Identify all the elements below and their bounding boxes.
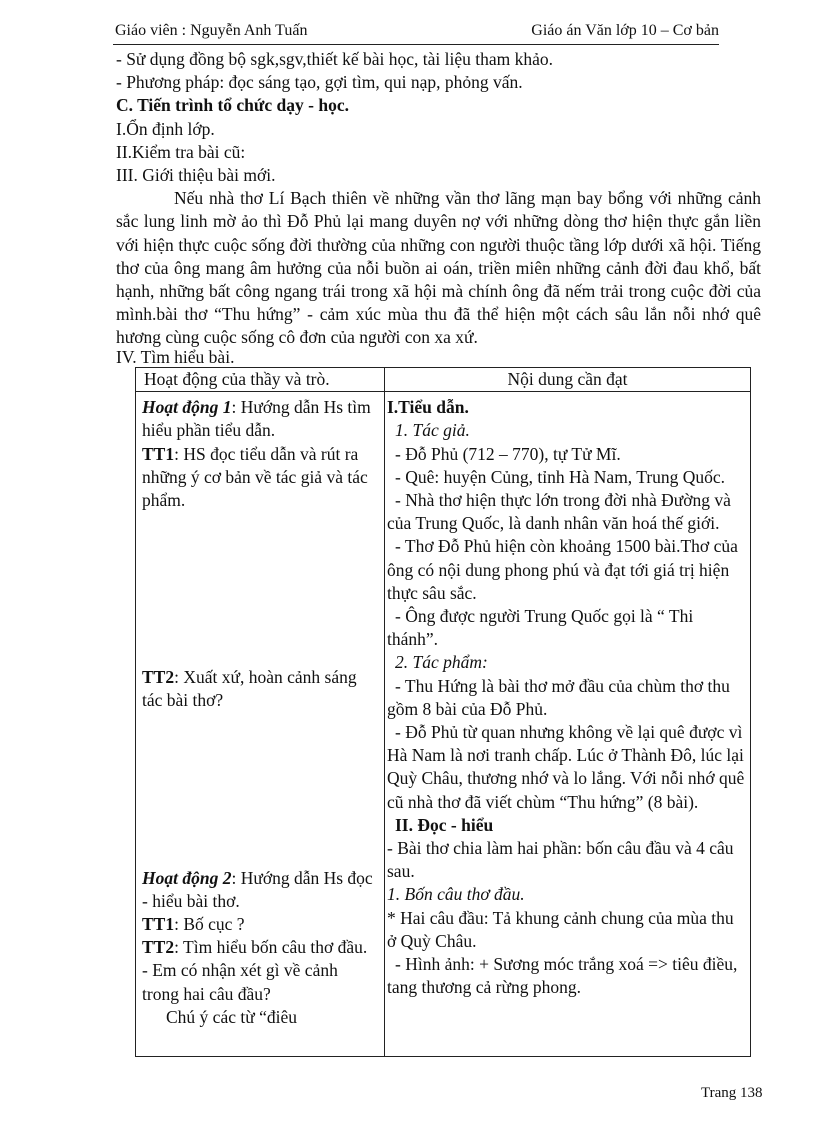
content-line: - Ông được người Trung Quốc gọi là “ Thi thánh”. bbox=[387, 606, 694, 650]
intro-section bbox=[116, 48, 761, 350]
intro-paragraph: Nếu nhà thơ Lí Bạch thiên về những vần thơ lãng mạn bay bổng với những cảnh sắc lung linh mờ ảo thì Đỗ Phủ lại mang duyên nợ với những dòng thơ hiện thực gắn liền với hiện thực cuộc sống đời thường của những con người thuộc tầng lớp dưới xã hội. Tiếng thơ của ông mang âm hưởng của nỗi buồn ai oán, triền miên những cảnh đời đau khổ, bất hạnh, những bất công ngang trái trong xã hội mà chính ông đã nếm trải trong cuộc đời của mình.bài thơ “Thu hứng” - cảm xúc mùa thu đã thể hiện một cách sâu lắn nỗi nhớ quê hương cùng cuộc sống cô đơn của người con xa xứ. bbox=[116, 188, 761, 348]
subheading-tac-gia: 1. Tác giả. bbox=[395, 420, 470, 441]
content-line: * Hai câu đầu: Tả khung cảnh chung của mùa thu ở Quỳ Châu. bbox=[387, 907, 734, 951]
section-doc-hieu: II. Đọc - hiểu bbox=[395, 814, 494, 835]
content-line: - Hình ảnh: + Sương móc trắng xoá => tiêu điều, tang thương cả rừng phong. bbox=[387, 954, 738, 998]
subheading-bon-cau: 1. Bốn câu thơ đầu. bbox=[387, 884, 525, 905]
content-line: - Thơ Đỗ Phủ hiện còn khoảng 1500 bài.Thơ của ông có nội dung phong phú và đạt tới giá trị hiện thực sâu sắc. bbox=[387, 536, 738, 603]
content-line: - Đỗ Phủ (712 – 770), tự Tử Mĩ. bbox=[395, 443, 621, 464]
tt2b-task: TT2: Tìm hiểu bốn câu thơ đầu. bbox=[142, 937, 368, 958]
step-iii: III. Giới thiệu bài mới. bbox=[116, 165, 276, 186]
col-activities-header: Hoạt động của thầy và trò. bbox=[136, 368, 385, 392]
step-ii: II.Kiểm tra bài cũ: bbox=[116, 141, 246, 162]
lesson-table bbox=[135, 367, 751, 1057]
tt2-task: TT2: Xuất xứ, hoàn cảnh sáng tác bài thơ? bbox=[142, 667, 357, 711]
step-i: I.Ổn định lớp. bbox=[116, 118, 215, 139]
page-header bbox=[113, 22, 719, 45]
tt1-task: TT1: HS đọc tiểu dẫn và rút ra những ý cơ bản về tác giả và tác phẩm. bbox=[142, 443, 368, 511]
content-line: - Nhà thơ hiện thực lớn trong đời nhà Đường và của Trung Quốc, là danh nhân văn hoá thế giới. bbox=[387, 490, 731, 534]
tt1b-task: TT1: Bố cục ? bbox=[142, 914, 245, 935]
subject-title: Giáo án Văn lớp 10 – Cơ bản bbox=[531, 22, 719, 39]
intro-line-1: - Sử dụng đồng bộ sgk,sgv,thiết kế bài học, tài liệu tham khảo. bbox=[116, 49, 554, 69]
content-line: - Quê: huyện Củng, tỉnh Hà Nam, Trung Quốc. bbox=[395, 466, 726, 487]
table-header-row bbox=[136, 368, 751, 392]
col-content-header: Nội dung cần đạt bbox=[385, 368, 751, 392]
page-number: Trang 138 bbox=[701, 1085, 763, 1101]
teacher-name: Giáo viên : Nguyễn Anh Tuấn bbox=[115, 22, 308, 39]
intro-line-2: - Phương pháp: đọc sáng tạo, gợi tìm, qui nạp, phỏng vấn. bbox=[116, 72, 523, 93]
content-line: - Thu Hứng là bài thơ mở đầu của chùm thơ thu gồm 8 bài của Đỗ Phủ. bbox=[387, 675, 730, 719]
content-line: - Đỗ Phủ từ quan nhưng không về lại quê được vì Hà Nam là nơi tranh chấp. Lúc ở Thành Đô, lúc lại Quỳ Châu, thương nhớ và lo lắng. Với nỗi nhớ quê cũ nhà thơ đã viết chùm “Thu hứng” (8 bài). bbox=[387, 722, 745, 812]
question-1: - Em có nhận xét gì về cảnh trong hai câu đầu? bbox=[142, 960, 338, 1004]
content-line: - Bài thơ chia làm hai phần: bốn câu đầu và 4 câu sau. bbox=[387, 838, 734, 882]
content-cell bbox=[385, 392, 751, 1057]
table-row bbox=[136, 392, 751, 1057]
note-line: Chú ý các từ “điêu bbox=[166, 1006, 297, 1027]
step-iv: IV. Tìm hiểu bài. bbox=[116, 347, 235, 367]
activity-2: Hoạt động 2: Hướng dẫn Hs đọc - hiểu bài thơ. bbox=[142, 867, 373, 911]
activity-1: Hoạt động 1: Hướng dẫn Hs tìm hiểu phần tiểu dẫn. bbox=[142, 397, 371, 441]
section-tieu-dan: I.Tiểu dẫn. bbox=[387, 397, 469, 418]
activities-cell bbox=[136, 392, 385, 1057]
section-c-heading: C. Tiến trình tổ chức dạy - học. bbox=[116, 95, 349, 116]
subheading-tac-pham: 2. Tác phẩm: bbox=[395, 652, 488, 673]
